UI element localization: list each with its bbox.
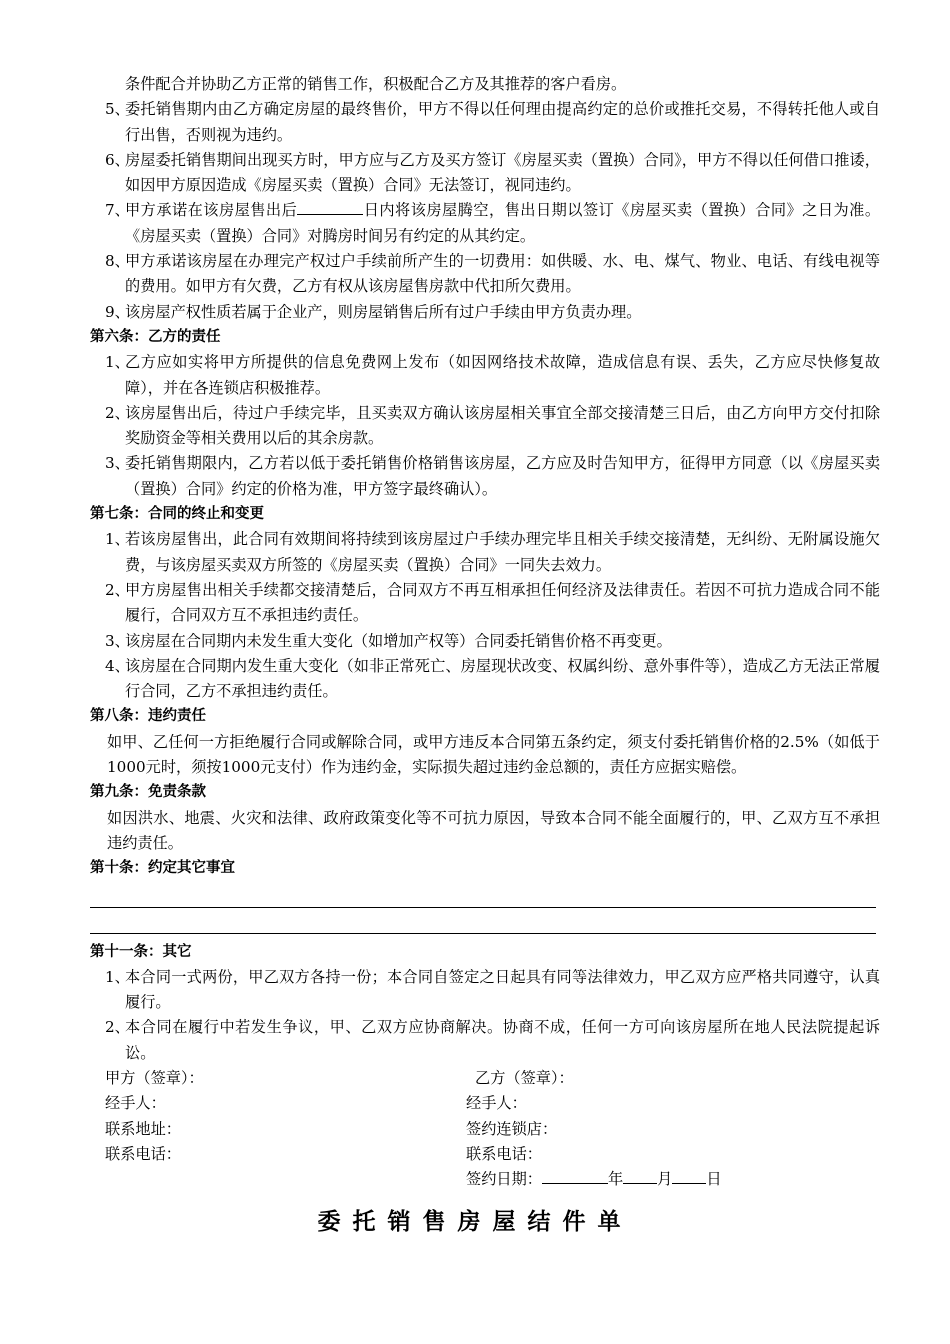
clause7-item-1: [90, 527, 880, 578]
clause5-item-9: [90, 300, 880, 325]
month-label: 月: [657, 1170, 673, 1189]
clause7-item-4: [90, 654, 880, 705]
item-number: 4、: [105, 656, 130, 675]
phone-a-label: 联系电话：: [105, 1144, 181, 1163]
item-number: 5、: [105, 100, 130, 119]
clause6-item-2: [90, 401, 880, 452]
text: 条件配合并协助乙方正常的销售工作，积极配合乙方及其推荐的客户看房。: [125, 75, 627, 93]
item-text: 本合同在履行中若发生争议，甲、乙双方应协商解决。协商不成，任何一方可向该房屋所在地人民法院提起诉讼。: [125, 1018, 880, 1062]
party-a-seal-label: 甲方（签章）：: [105, 1068, 204, 1087]
agent-b-label: 经手人：: [466, 1094, 527, 1113]
clause8-text: 如甲、乙任何一方拒绝履行合同或解除合同，或甲方违反本合同第五条约定，须支付委托销售价格的2.5%（如低于1000元时，须按1000元支付）作为违约金，实际损失超过违约金总额的，责任方应据实赔偿。: [107, 732, 880, 777]
item-number: 2、: [105, 580, 130, 599]
sign-date: [466, 1167, 722, 1192]
clause5-item-4-continuation: [90, 72, 880, 97]
item-text: 该房屋在合同期内发生重大变化（如非正常死亡、房屋现状改变、权属纠纷、意外事件等），造成乙方无法正常履行合同，乙方不承担违约责任。: [125, 656, 880, 701]
item-text: 委托销售期限内，乙方若以低于委托销售价格销售该房屋，乙方应及时告知甲方，征得甲方同意（以《房屋买卖（置换）合同》约定的价格为准，甲方签字最终确认）。: [125, 454, 880, 498]
item-number: 8、: [105, 252, 130, 271]
phone-b-label: 联系电话：: [466, 1144, 542, 1163]
day-blank[interactable]: [672, 1167, 706, 1184]
clause6-item-1: [90, 350, 880, 401]
month-blank[interactable]: [623, 1167, 657, 1184]
clause11-item-1: [90, 965, 880, 1016]
item-text: 该房屋售出后，待过户手续完毕，且买卖双方确认该房屋相关事宜全部交接清楚三日后，由乙方向甲方交付扣除奖励资金等相关费用以后的其余房款。: [125, 403, 880, 448]
clause7-item-3: [90, 629, 880, 654]
clause11-heading: 第十一条：其它: [90, 943, 192, 960]
item-text: 该房屋在合同期内未发生重大变化（如增加产权等）合同委托销售价格不再变更。: [125, 631, 672, 650]
clause8-heading: 第八条：违约责任: [90, 708, 206, 725]
clause5-item-7: [90, 198, 880, 249]
clause5-item-5: [90, 97, 880, 148]
item-text-b: 日内将该房屋腾空，售出日期以签订《房屋买卖（置换）合同》之日为准。《房屋买卖（置换）合同》对腾房时间另有约定的从其约定。: [125, 201, 880, 245]
item-number: 6、: [105, 150, 130, 169]
store-label: 签约连锁店：: [466, 1119, 558, 1138]
item-text-a: 甲方承诺在该房屋售出后: [125, 201, 298, 220]
item-number: 1、: [105, 530, 130, 549]
item-number: 2、: [105, 403, 130, 422]
other-matters-line-1[interactable]: [90, 882, 876, 908]
contract-page: [90, 72, 880, 1192]
day-label: 日: [706, 1170, 722, 1189]
signature-row-2: [90, 1091, 880, 1116]
address-label: 联系地址：: [105, 1119, 181, 1138]
clause7-item-2: [90, 578, 880, 629]
item-text: 甲方承诺该房屋在办理完产权过户手续前所产生的一切费用：如供暖、水、电、煤气、物业、电话、有线电视等的费用。如甲方有欠费，乙方有权从该房屋售房款中代扣所欠费用。: [125, 252, 880, 296]
other-matters-line-2[interactable]: [90, 908, 876, 934]
item-number: 1、: [105, 353, 130, 372]
clause11-item-2: [90, 1015, 880, 1066]
signature-row-4: [90, 1142, 880, 1167]
item-text: 委托销售期内由乙方确定房屋的最终售价，甲方不得以任何理由提高约定的总价或推托交易，不得转托他人或自行出售，否则视为违约。: [125, 100, 880, 144]
clause5-item-6: [90, 148, 880, 199]
clause6-heading: 第六条：乙方的责任: [90, 328, 221, 345]
item-text: 乙方应如实将甲方所提供的信息免费网上发布（如因网络技术故障，造成信息有误、丢失，乙方应尽快修复故障），并在各连锁店积极推荐。: [125, 353, 880, 397]
item-text: 若该房屋售出，此合同有效期间将持续到该房屋过户手续办理完毕且相关手续交接清楚，无纠纷、无附属设施欠费，与该房屋买卖双方所签的《房屋买卖（置换）合同》一同失去效力。: [125, 530, 880, 574]
item-number: 3、: [105, 454, 130, 473]
clause10-heading: 第十条：约定其它事宜: [90, 860, 235, 877]
signature-row-3: [90, 1117, 880, 1142]
days-blank[interactable]: [297, 198, 363, 215]
item-text: 该房屋产权性质若属于企业产，则房屋销售后所有过户手续由甲方负责办理。: [125, 302, 642, 321]
year-blank[interactable]: [542, 1167, 608, 1184]
item-text: 本合同一式两份，甲乙双方各持一份；本合同自签定之日起具有同等法律效力，甲乙双方应严格共同遵守，认真履行。: [125, 967, 880, 1012]
date-label: 签约日期：: [466, 1170, 542, 1189]
item-text: 甲方房屋售出相关手续都交接清楚后，合同双方不再互相承担任何经济及法律责任。若因不可抗力造成合同不能履行，合同双方互不承担违约责任。: [125, 580, 880, 625]
item-number: 9、: [105, 302, 130, 321]
year-label: 年: [607, 1170, 624, 1189]
clause5-item-8: [90, 249, 880, 300]
party-b-seal-label: 乙方（签章）：: [475, 1068, 574, 1087]
clause9-text: 如因洪水、地震、火灾和法律、政府政策变化等不可抗力原因，导致本合同不能全面履行的，甲、乙双方互不承担违约责任。: [107, 808, 880, 852]
signature-row-5: [90, 1167, 880, 1192]
item-number: 7、: [105, 201, 130, 220]
item-number: 3、: [105, 631, 130, 650]
agent-a-label: 经手人：: [105, 1094, 166, 1113]
clause7-heading: 第七条：合同的终止和变更: [90, 506, 264, 523]
item-number: 1、: [105, 967, 130, 986]
item-text: 房屋委托销售期间出现买方时，甲方应与乙方及买方签订《房屋买卖（置换）合同》，甲方不得以任何借口推诿，如因甲方原因造成《房屋买卖（置换）合同》无法签订，视同违约。: [125, 150, 880, 195]
clause9-heading: 第九条：免责条款: [90, 784, 206, 801]
next-document-title: 委托销售房屋结件单: [317, 1209, 633, 1235]
signature-row-1: [90, 1066, 880, 1091]
item-number: 2、: [105, 1018, 130, 1037]
clause6-item-3: [90, 451, 880, 502]
